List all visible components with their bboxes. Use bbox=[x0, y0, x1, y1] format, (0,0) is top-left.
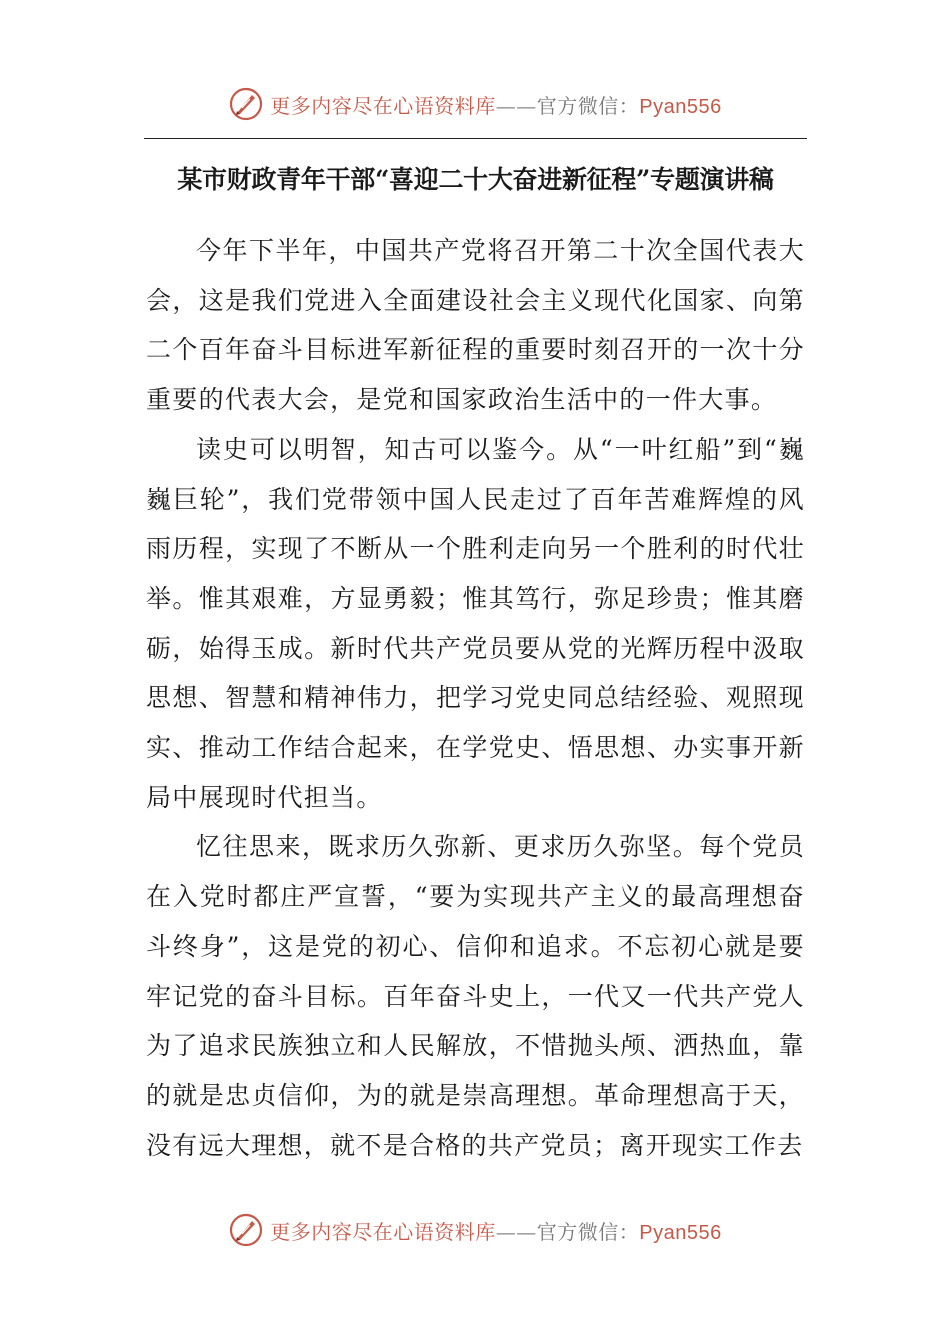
banner-official: 官方微信： bbox=[536, 93, 640, 118]
banner-site: 更多内容尽在心语资料库 bbox=[270, 1219, 496, 1244]
document-body bbox=[146, 226, 805, 1170]
banner-dash: —— bbox=[495, 1219, 537, 1244]
banner-wechat-id: Pyan556 bbox=[639, 95, 722, 118]
banner-text bbox=[270, 90, 721, 119]
paragraph-3: 忆往思来，既求历久弥新、更求历久弥坚。每个党员在入党时都庄严宣誓，“要为实现共产主义的最高理想奋斗终身”，这是党的初心、信仰和追求。不忘初心就是要牢记党的奋斗目标。百年奋斗史上，一代又一代共产党人为了追求民族独立和人民解放，不惜抛头颅、洒热血，靠的就是忠贞信仰，为的就是崇高理想。革命理想高于天，没有远大理想，就不是合格的共产党员；离开现实工作去 bbox=[146, 832, 805, 1160]
quill-logo-icon bbox=[228, 86, 264, 122]
banner-wechat-id: Pyan556 bbox=[639, 1221, 722, 1244]
banner-official: 官方微信： bbox=[536, 1219, 640, 1244]
banner-dash: —— bbox=[495, 93, 537, 118]
document-title: 某市财政青年干部“喜迎二十大奋进新征程”专题演讲稿 bbox=[177, 165, 774, 194]
header-banner bbox=[0, 82, 950, 126]
footer-banner bbox=[0, 1208, 950, 1252]
header-divider bbox=[144, 138, 807, 139]
banner-text bbox=[270, 1216, 721, 1245]
banner-site: 更多内容尽在心语资料库 bbox=[270, 93, 496, 118]
paragraph-1: 今年下半年，中国共产党将召开第二十次全国代表大会，这是我们党进入全面建设社会主义现代化国家、向第二个百年奋斗目标进军新征程的重要时刻召开的一次十分重要的代表大会，是党和国家政治生活中的一件大事。 bbox=[146, 236, 805, 415]
quill-logo-icon bbox=[228, 1212, 264, 1248]
paragraph-2: 读史可以明智，知古可以鉴今。从“一叶红船”到“巍巍巨轮”，我们党带领中国人民走过了百年苦难辉煌的风雨历程，实现了不断从一个胜利走向另一个胜利的时代壮举。惟其艰难，方显勇毅；惟其笃行，弥足珍贵；惟其磨砺，始得玉成。新时代共产党员要从党的光辉历程中汲取思想、智慧和精神伟力，把学习党史同总结经验、观照现实、推动工作结合起来，在学党史、悟思想、办实事开新局中展现时代担当。 bbox=[146, 434, 805, 812]
